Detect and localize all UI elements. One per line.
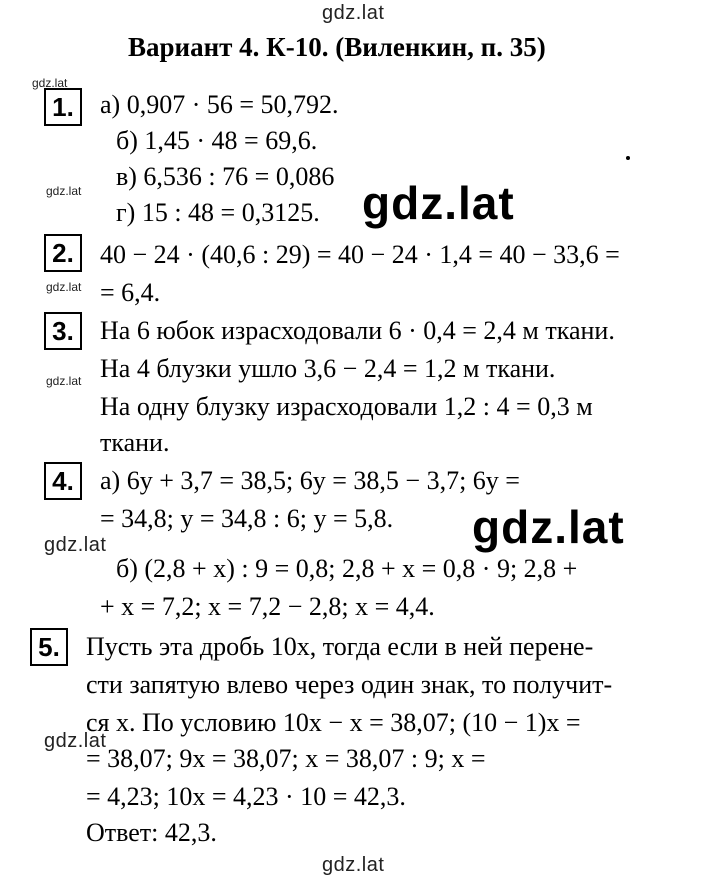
watermark-large-2: gdz.lat: [472, 501, 625, 553]
watermark-tiny-3: gdz.lat: [46, 280, 82, 294]
task-4-line-4: + x = 7,2; x = 7,2 − 2,8; x = 4,4.: [100, 592, 435, 621]
task-5-line-3: ся x. По условию 10x − x = 38,07; (10 − 1)x =: [86, 708, 581, 737]
task-5-answer: Ответ: 42,3.: [86, 818, 217, 847]
task-1-line-b: б) 1,45 · 48 = 69,6.: [116, 126, 318, 155]
watermark-top: gdz.lat: [322, 2, 385, 24]
task-3-line-3: На одну блузку израсходовали 1,2 : 4 = 0,3 м: [100, 392, 593, 421]
task-4-line-1: а) 6y + 3,7 = 38,5; 6y = 38,5 − 3,7; 6y =: [100, 466, 520, 495]
task-4-number: 4.: [44, 462, 82, 500]
task-1-line-c: в) 6,536 : 76 = 0,086: [116, 162, 335, 191]
task-3-number: 3.: [44, 312, 82, 350]
task-3-line-2: На 4 блузки ушло 3,6 − 2,4 = 1,2 м ткани.: [100, 354, 556, 383]
task-1-line-a: а) 0,907 · 56 = 50,792.: [100, 90, 339, 119]
task-1-line-d: г) 15 : 48 = 0,3125.: [116, 198, 320, 227]
task-5-line-4: = 38,07; 9x = 38,07; x = 38,07 : 9; x =: [86, 744, 486, 773]
page-title: Вариант 4. К-10. (Виленкин, п. 35): [128, 32, 546, 62]
task-5-number: 5.: [30, 628, 68, 666]
watermark-tiny-1: gdz.lat: [32, 76, 68, 90]
watermark-large-1: gdz.lat: [362, 177, 515, 229]
watermark-small-2: gdz.lat: [44, 730, 107, 752]
task-5-line-5: = 4,23; 10x = 4,23 · 10 = 42,3.: [86, 782, 406, 811]
task-2-line-1: 40 − 24 · (40,6 : 29) = 40 − 24 · 1,4 = 40 − 33,6 =: [100, 240, 620, 269]
task-2-line-2: = 6,4.: [100, 278, 161, 307]
task-3-line-4: ткани.: [100, 428, 170, 457]
task-4-line-2: = 34,8; y = 34,8 : 6; y = 5,8.: [100, 504, 394, 533]
task-2-number: 2.: [44, 234, 82, 272]
task-4-line-3: б) (2,8 + x) : 9 = 0,8; 2,8 + x = 0,8 · 9; 2,8 +: [116, 554, 578, 583]
watermark-tiny-2: gdz.lat: [46, 184, 82, 198]
task-1-number: 1.: [44, 88, 82, 126]
watermark-bottom: gdz.lat: [322, 854, 385, 876]
watermark-tiny-4: gdz.lat: [46, 374, 82, 388]
task-3-line-1: На 6 юбок израсходовали 6 · 0,4 = 2,4 м ткани.: [100, 316, 615, 345]
task-5-line-1: Пусть эта дробь 10x, тогда если в ней перене-: [86, 632, 594, 661]
watermark-small-1: gdz.lat: [44, 534, 107, 556]
stray-dot: [626, 156, 630, 160]
task-5-line-2: сти запятую влево через один знак, то получит-: [86, 670, 613, 699]
